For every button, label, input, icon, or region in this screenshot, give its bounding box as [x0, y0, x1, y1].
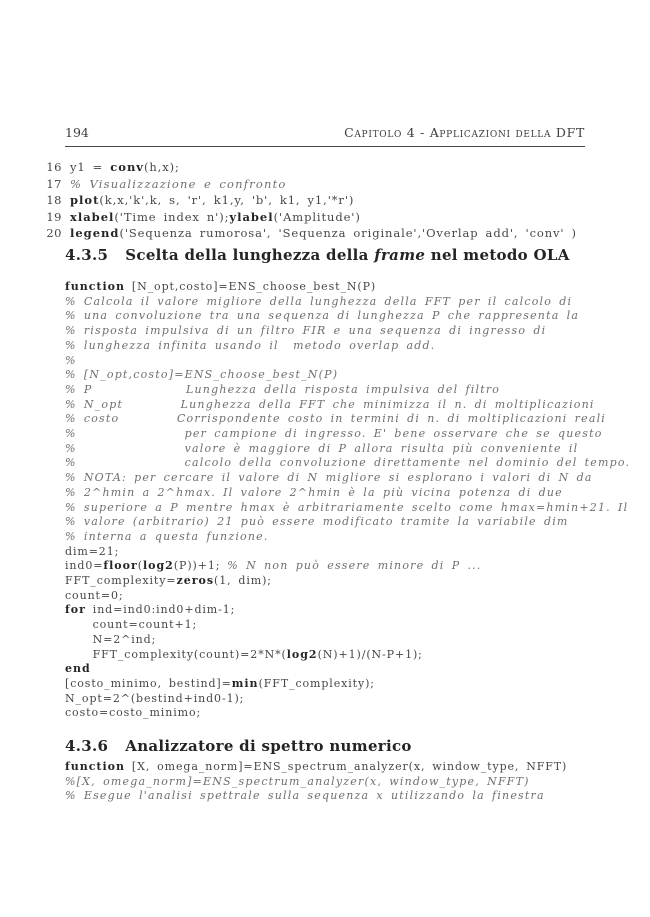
section-number: 4.3.6 — [65, 737, 109, 755]
code-comment: % Visualizzazione e confronto — [70, 176, 287, 191]
code-text: [X, omega_norm]=ENS_spectrum_analyzer(x, window_type, NFFT) — [125, 760, 568, 773]
section-heading-4-3-5 — [65, 246, 570, 264]
code-line — [44, 225, 577, 242]
section-title: Analizzatore di spettro numerico — [125, 737, 412, 755]
code-line — [65, 706, 630, 721]
code-line — [65, 633, 630, 648]
code-comment: % [N_opt,costo]=ENS_choose_best_N(P) — [65, 368, 339, 382]
code-keyword: min — [231, 676, 259, 690]
code-line — [65, 545, 630, 560]
code-text: [N_opt,costo]=ENS_choose_best_N(P) — [125, 280, 377, 293]
section-number: 4.3.5 — [65, 246, 109, 264]
code-keyword: legend — [70, 226, 120, 240]
code-comment: % N_opt Lunghezza della FFT che minimizza il n. di moltiplicazioni — [65, 397, 595, 411]
code-keyword: plot — [70, 193, 100, 207]
code-line — [65, 309, 630, 324]
code-keyword: function — [65, 760, 126, 773]
line-number: 16 — [46, 160, 62, 174]
code-line — [65, 618, 630, 633]
code-comment: % 2^hmin a 2^hmax. Il valore 2^hmin è la più vicina potenza di due — [65, 485, 563, 499]
section-title-text-post: nel metodo OLA — [425, 246, 570, 264]
code-line — [65, 530, 630, 545]
code-line — [65, 603, 630, 618]
code-line — [65, 456, 630, 471]
code-line — [65, 442, 630, 457]
code-line — [65, 471, 630, 486]
code-line — [65, 662, 630, 677]
code-keyword: log2 — [142, 559, 174, 573]
section-heading-4-3-6 — [65, 737, 412, 755]
code-keyword: floor — [103, 559, 138, 573]
code-comment: % calcolo della convoluzione direttamente nel dominio del tempo. — [65, 456, 631, 470]
code-line — [65, 648, 630, 663]
code-line — [44, 192, 577, 209]
code-text: (N)+1)/(N-P+1); — [317, 647, 423, 661]
code-line — [65, 789, 567, 804]
code-text: y1 = — [70, 160, 111, 174]
code-keyword: ylabel — [229, 209, 274, 224]
code-keyword: function — [65, 280, 126, 293]
line-number: 20 — [46, 226, 62, 240]
code-comment: % N non può essere minore di P ... — [227, 559, 482, 573]
code-text: ('Sequenza rumorosa', 'Sequenza originale','Overlap add', 'conv' ) — [119, 226, 577, 240]
code-line — [65, 775, 567, 790]
code-listing-spectrum-analyzer — [65, 760, 567, 804]
code-line — [65, 486, 630, 501]
code-text: ( — [137, 559, 143, 573]
code-comment: % una convoluzione tra una sequenza di lunghezza P che rappresenta la — [65, 309, 580, 323]
code-text: dim=21; — [65, 544, 120, 558]
code-line — [65, 501, 630, 516]
code-line — [65, 339, 630, 354]
code-line — [44, 159, 577, 176]
code-comment: % Calcola il valore migliore della lunghezza della FFT per il calcolo di — [65, 294, 573, 308]
code-text: [costo_minimo, bestind]= — [65, 676, 232, 690]
code-line — [44, 176, 577, 193]
code-keyword: zeros — [176, 574, 215, 588]
code-text: ('Amplitude') — [273, 209, 361, 224]
code-text: (k,x,'k',k, s, 'r', k1,y, 'b', k1, y1,'*r') — [99, 193, 355, 207]
code-text: count=0; — [65, 588, 124, 602]
code-line — [65, 574, 630, 589]
code-listing-choose-best-n — [65, 280, 630, 721]
code-comment: % superiore a P mentre hmax è arbitrariamente scelto come hmax=hmin+21. Il — [65, 500, 629, 514]
code-text: (1, dim); — [214, 574, 272, 588]
code-text: (h,x); — [143, 160, 180, 174]
code-comment: % costo Corrispondente costo in termini di n. di moltiplicazioni reali — [65, 412, 607, 426]
code-text: N=2^ind; — [65, 632, 157, 646]
code-listing-ola-plot — [44, 159, 577, 242]
code-comment: % per campione di ingresso. E' bene osservare che se questo — [65, 427, 603, 441]
running-header — [65, 125, 585, 147]
code-keyword: for — [65, 603, 86, 617]
code-keyword: xlabel — [70, 209, 115, 224]
code-line — [65, 692, 630, 707]
code-line — [65, 398, 630, 413]
code-keyword: log2 — [286, 647, 318, 661]
chapter-title: Capitolo 4 - Applicazioni della DFT — [344, 125, 585, 140]
code-comment: %[X, omega_norm]=ENS_spectrum_analyzer(x, window_type, NFFT) — [65, 774, 530, 788]
code-text: FFT_complexity(count)=2*N*( — [65, 647, 287, 661]
code-text: N_opt=2^(bestind+ind0-1); — [65, 691, 245, 705]
code-line — [65, 280, 630, 295]
page-number: 194 — [65, 125, 89, 140]
code-keyword: end — [65, 662, 91, 676]
code-line — [65, 515, 630, 530]
code-comment: % lunghezza infinita usando il metodo overlap add. — [65, 338, 436, 352]
code-text: (P))+1; — [173, 559, 228, 573]
code-line — [44, 209, 577, 226]
section-title-text-pre: Scelta della lunghezza della — [125, 246, 375, 264]
code-comment: % P Lunghezza della risposta impulsiva del filtro — [65, 382, 501, 396]
code-text: FFT_complexity= — [65, 574, 177, 588]
code-text: count=count+1; — [65, 618, 198, 632]
code-comment: % valore è maggiore di P allora risulta più conveniente il — [65, 441, 579, 455]
code-comment: % risposta impulsiva di un filtro FIR e una sequenza di ingresso di — [65, 324, 547, 338]
code-line — [65, 368, 630, 383]
code-keyword: conv — [110, 160, 144, 174]
line-number: 17 — [46, 176, 62, 191]
code-comment: % interna a questa funzione. — [65, 529, 269, 543]
code-text: ind=ind0:ind0+dim-1; — [85, 603, 236, 617]
code-comment: % NOTA: per cercare il valore di N migliore si esplorano i valori di N da — [65, 471, 593, 485]
code-line — [65, 354, 630, 369]
code-line — [65, 412, 630, 427]
line-number: 19 — [46, 209, 62, 224]
line-number: 18 — [46, 193, 62, 207]
code-line — [65, 677, 630, 692]
section-title — [125, 246, 569, 264]
code-text: (FFT_complexity); — [258, 676, 375, 690]
code-line — [65, 324, 630, 339]
code-line — [65, 760, 567, 775]
code-line — [65, 559, 630, 574]
code-line — [65, 383, 630, 398]
code-line — [65, 589, 630, 604]
code-comment: % valore (arbitrario) 21 può essere modificato tramite la variabile dim — [65, 515, 569, 529]
code-text: ('Time index n'); — [114, 209, 230, 224]
code-text: costo=costo_minimo; — [65, 706, 202, 720]
code-line — [65, 295, 630, 310]
code-text: ind0= — [65, 559, 104, 573]
code-line — [65, 427, 630, 442]
section-title-frame-italic: frame — [374, 246, 426, 264]
code-comment: % Esegue l'analisi spettrale sulla sequenza x utilizzando la finestra — [65, 789, 545, 803]
code-comment: % — [65, 353, 77, 367]
